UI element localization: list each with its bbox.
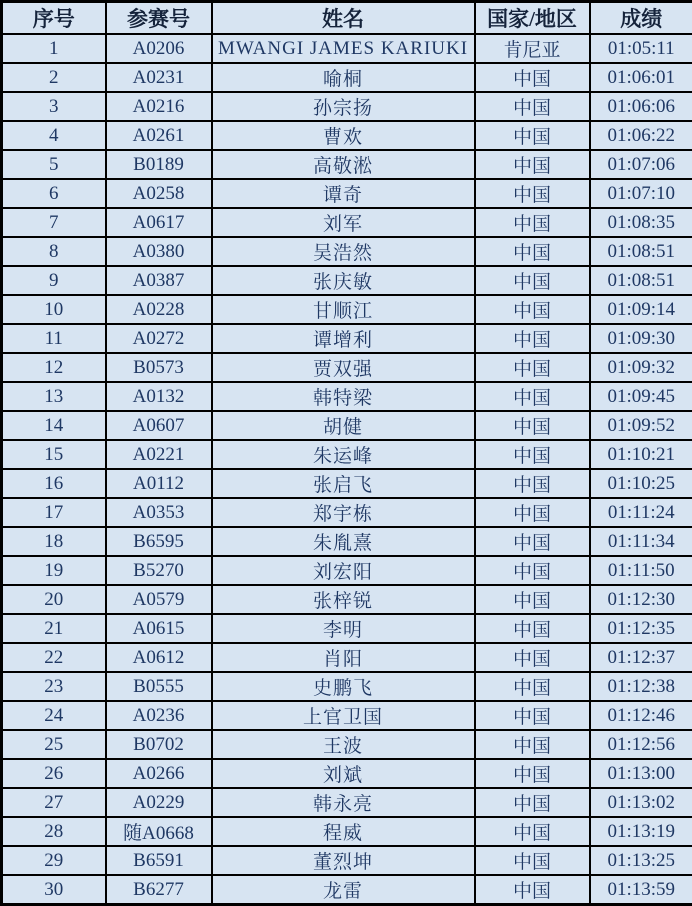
cell-index: 6 — [2, 179, 106, 208]
cell-index: 1 — [2, 34, 106, 63]
cell-name: 谭增利 — [212, 324, 475, 353]
cell-result: 01:12:30 — [590, 585, 692, 614]
cell-index: 27 — [2, 788, 106, 817]
table-row — [2, 701, 692, 730]
cell-index: 14 — [2, 411, 106, 440]
cell-country: 中国 — [475, 382, 590, 411]
cell-index: 23 — [2, 672, 106, 701]
cell-result: 01:07:06 — [590, 150, 692, 179]
cell-name: 史鹏飞 — [212, 672, 475, 701]
cell-country: 中国 — [475, 469, 590, 498]
cell-bib: A0612 — [106, 643, 212, 672]
cell-bib: A0236 — [106, 701, 212, 730]
cell-name: 韩特梁 — [212, 382, 475, 411]
col-header-index: 序号 — [2, 2, 106, 35]
cell-country: 中国 — [475, 179, 590, 208]
cell-country: 中国 — [475, 63, 590, 92]
cell-bib: A0132 — [106, 382, 212, 411]
cell-result: 01:08:35 — [590, 208, 692, 237]
cell-bib: A0229 — [106, 788, 212, 817]
cell-bib: A0353 — [106, 498, 212, 527]
cell-index: 11 — [2, 324, 106, 353]
cell-index: 20 — [2, 585, 106, 614]
cell-name: 孙宗扬 — [212, 92, 475, 121]
cell-name: 龙雷 — [212, 875, 475, 905]
cell-name: MWANGI JAMES KARIUKI — [212, 34, 475, 63]
cell-index: 15 — [2, 440, 106, 469]
table-row — [2, 440, 692, 469]
table-row — [2, 208, 692, 237]
cell-bib: A0607 — [106, 411, 212, 440]
cell-index: 29 — [2, 846, 106, 875]
cell-index: 8 — [2, 237, 106, 266]
cell-bib: A0228 — [106, 295, 212, 324]
table-row — [2, 34, 692, 63]
cell-country: 肯尼亚 — [475, 34, 590, 63]
cell-name: 张庆敏 — [212, 266, 475, 295]
cell-index: 22 — [2, 643, 106, 672]
cell-bib: B0555 — [106, 672, 212, 701]
table-row — [2, 875, 692, 905]
cell-result: 01:08:51 — [590, 237, 692, 266]
cell-result: 01:09:52 — [590, 411, 692, 440]
cell-country: 中国 — [475, 324, 590, 353]
cell-country: 中国 — [475, 121, 590, 150]
table-row — [2, 295, 692, 324]
cell-index: 21 — [2, 614, 106, 643]
cell-country: 中国 — [475, 701, 590, 730]
col-header-country: 国家/地区 — [475, 2, 590, 35]
cell-name: 郑宇栋 — [212, 498, 475, 527]
table-row — [2, 498, 692, 527]
table-row — [2, 411, 692, 440]
table-row — [2, 730, 692, 759]
cell-result: 01:12:35 — [590, 614, 692, 643]
cell-bib: B0573 — [106, 353, 212, 382]
cell-bib: B6591 — [106, 846, 212, 875]
cell-name: 程威 — [212, 817, 475, 846]
table-row — [2, 556, 692, 585]
cell-country: 中国 — [475, 92, 590, 121]
cell-index: 18 — [2, 527, 106, 556]
cell-bib: A0258 — [106, 179, 212, 208]
cell-index: 7 — [2, 208, 106, 237]
cell-country: 中国 — [475, 556, 590, 585]
cell-bib: B6277 — [106, 875, 212, 905]
cell-index: 12 — [2, 353, 106, 382]
cell-country: 中国 — [475, 208, 590, 237]
cell-name: 刘宏阳 — [212, 556, 475, 585]
cell-result: 01:13:02 — [590, 788, 692, 817]
cell-bib: 随A0668 — [106, 817, 212, 846]
cell-bib: A0221 — [106, 440, 212, 469]
cell-index: 13 — [2, 382, 106, 411]
cell-result: 01:11:34 — [590, 527, 692, 556]
cell-bib: B5270 — [106, 556, 212, 585]
cell-bib: B6595 — [106, 527, 212, 556]
col-header-result: 成绩 — [590, 2, 692, 35]
cell-country: 中国 — [475, 585, 590, 614]
cell-country: 中国 — [475, 295, 590, 324]
cell-name: 朱胤熹 — [212, 527, 475, 556]
table-row — [2, 237, 692, 266]
cell-name: 贾双强 — [212, 353, 475, 382]
cell-index: 5 — [2, 150, 106, 179]
cell-result: 01:12:56 — [590, 730, 692, 759]
table-row — [2, 527, 692, 556]
col-header-bib: 参赛号 — [106, 2, 212, 35]
cell-bib: A0272 — [106, 324, 212, 353]
cell-bib: B0702 — [106, 730, 212, 759]
cell-country: 中国 — [475, 527, 590, 556]
table-row — [2, 382, 692, 411]
cell-bib: A0216 — [106, 92, 212, 121]
cell-result: 01:09:45 — [590, 382, 692, 411]
cell-index: 19 — [2, 556, 106, 585]
cell-index: 3 — [2, 92, 106, 121]
cell-bib: A0617 — [106, 208, 212, 237]
table-row — [2, 788, 692, 817]
cell-result: 01:05:11 — [590, 34, 692, 63]
cell-result: 01:10:25 — [590, 469, 692, 498]
cell-result: 01:11:24 — [590, 498, 692, 527]
cell-country: 中国 — [475, 498, 590, 527]
cell-bib: A0615 — [106, 614, 212, 643]
cell-name: 刘军 — [212, 208, 475, 237]
cell-bib: A0261 — [106, 121, 212, 150]
cell-result: 01:07:10 — [590, 179, 692, 208]
cell-result: 01:12:38 — [590, 672, 692, 701]
cell-index: 30 — [2, 875, 106, 905]
cell-result: 01:11:50 — [590, 556, 692, 585]
cell-result: 01:09:30 — [590, 324, 692, 353]
cell-result: 01:13:19 — [590, 817, 692, 846]
cell-index: 9 — [2, 266, 106, 295]
cell-index: 26 — [2, 759, 106, 788]
table-row — [2, 643, 692, 672]
cell-result: 01:09:14 — [590, 295, 692, 324]
cell-name: 李明 — [212, 614, 475, 643]
cell-index: 28 — [2, 817, 106, 846]
cell-name: 王波 — [212, 730, 475, 759]
table-row — [2, 353, 692, 382]
cell-result: 01:12:37 — [590, 643, 692, 672]
cell-country: 中国 — [475, 440, 590, 469]
cell-result: 01:12:46 — [590, 701, 692, 730]
cell-name: 高敬淞 — [212, 150, 475, 179]
cell-bib: A0206 — [106, 34, 212, 63]
cell-result: 01:06:22 — [590, 121, 692, 150]
table-row — [2, 324, 692, 353]
cell-name: 喻桐 — [212, 63, 475, 92]
cell-result: 01:08:51 — [590, 266, 692, 295]
table-header-row — [2, 2, 692, 35]
cell-bib: A0112 — [106, 469, 212, 498]
cell-index: 10 — [2, 295, 106, 324]
cell-country: 中国 — [475, 759, 590, 788]
cell-result: 01:09:32 — [590, 353, 692, 382]
cell-result: 01:06:01 — [590, 63, 692, 92]
cell-country: 中国 — [475, 730, 590, 759]
table-row — [2, 672, 692, 701]
table-row — [2, 179, 692, 208]
cell-index: 17 — [2, 498, 106, 527]
cell-name: 曹欢 — [212, 121, 475, 150]
cell-index: 16 — [2, 469, 106, 498]
cell-name: 胡健 — [212, 411, 475, 440]
cell-country: 中国 — [475, 643, 590, 672]
cell-country: 中国 — [475, 353, 590, 382]
table-row — [2, 846, 692, 875]
cell-country: 中国 — [475, 875, 590, 905]
cell-result: 01:13:00 — [590, 759, 692, 788]
table-row — [2, 817, 692, 846]
cell-country: 中国 — [475, 788, 590, 817]
cell-name: 吴浩然 — [212, 237, 475, 266]
table-row — [2, 150, 692, 179]
cell-bib: A0266 — [106, 759, 212, 788]
cell-index: 24 — [2, 701, 106, 730]
cell-result: 01:13:59 — [590, 875, 692, 905]
cell-country: 中国 — [475, 846, 590, 875]
cell-country: 中国 — [475, 237, 590, 266]
table-row — [2, 92, 692, 121]
cell-index: 4 — [2, 121, 106, 150]
cell-index: 2 — [2, 63, 106, 92]
table-row — [2, 121, 692, 150]
cell-name: 甘顺江 — [212, 295, 475, 324]
cell-country: 中国 — [475, 817, 590, 846]
cell-name: 刘斌 — [212, 759, 475, 788]
cell-result: 01:13:25 — [590, 846, 692, 875]
cell-index: 25 — [2, 730, 106, 759]
cell-bib: A0579 — [106, 585, 212, 614]
cell-name: 张启飞 — [212, 469, 475, 498]
table-row — [2, 469, 692, 498]
cell-name: 董烈坤 — [212, 846, 475, 875]
table-row — [2, 266, 692, 295]
cell-name: 韩永亮 — [212, 788, 475, 817]
table-row — [2, 759, 692, 788]
cell-country: 中国 — [475, 614, 590, 643]
cell-country: 中国 — [475, 411, 590, 440]
cell-result: 01:10:21 — [590, 440, 692, 469]
cell-bib: B0189 — [106, 150, 212, 179]
table-row — [2, 614, 692, 643]
table-row — [2, 63, 692, 92]
cell-bib: A0380 — [106, 237, 212, 266]
cell-name: 朱运峰 — [212, 440, 475, 469]
cell-country: 中国 — [475, 672, 590, 701]
cell-country: 中国 — [475, 266, 590, 295]
cell-bib: A0387 — [106, 266, 212, 295]
cell-result: 01:06:06 — [590, 92, 692, 121]
cell-name: 张梓锐 — [212, 585, 475, 614]
table-row — [2, 585, 692, 614]
cell-country: 中国 — [475, 150, 590, 179]
cell-name: 谭奇 — [212, 179, 475, 208]
col-header-name: 姓名 — [212, 2, 475, 35]
cell-name: 肖阳 — [212, 643, 475, 672]
cell-bib: A0231 — [106, 63, 212, 92]
cell-name: 上官卫国 — [212, 701, 475, 730]
